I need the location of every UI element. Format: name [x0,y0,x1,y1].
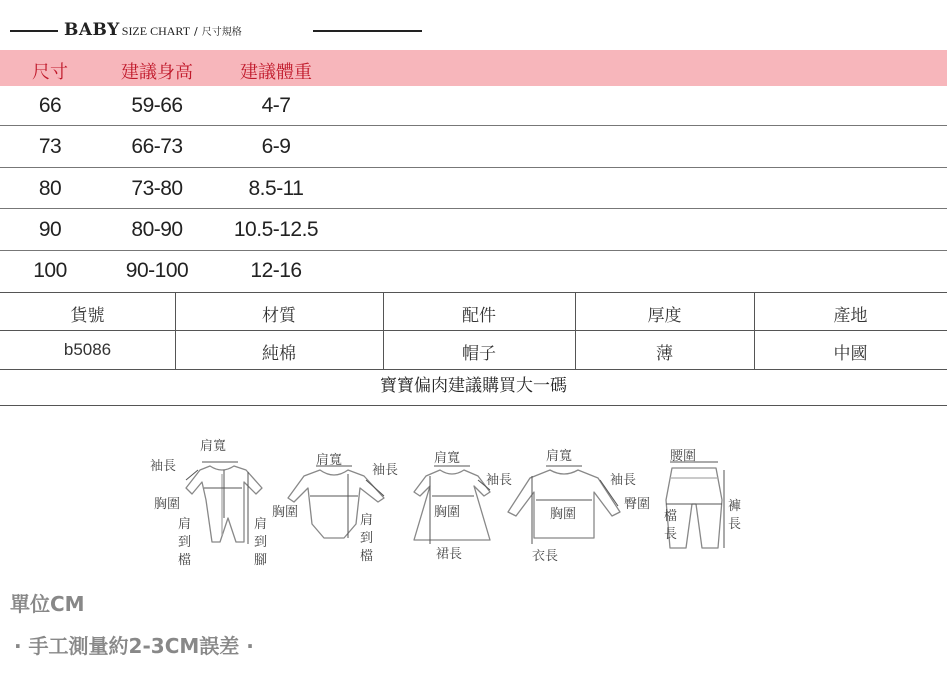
top-shoulder-label: 肩寬 [546,449,573,464]
info-header-origin: 產地 [833,306,868,326]
header-rule-right [313,30,422,32]
dress-length-label: 裙長 [436,547,463,562]
bodysuit-shoulder-label: 肩寬 [316,453,343,468]
info-header-thickness: 厚度 [647,306,682,326]
header-size: 尺寸 [32,62,68,83]
product-info-table [0,292,947,370]
info-value-material: 純棉 [262,344,296,364]
cell-size: 66 [38,94,62,117]
bodysuit-sleeve-label: 袖長 [372,463,399,478]
header-rule-left [10,30,58,32]
subtitle-label: SIZE CHART [121,24,191,38]
sizing-advice: 寶寶偏肉建議購買大一碼 [0,368,947,406]
info-value-item-no: b5086 [63,340,112,359]
cell-height: 59-66 [131,94,183,117]
pants-waist-label: 腰圍 [670,449,697,464]
info-value-accessory: 帽子 [462,344,496,364]
romper-shoulder-to-crotch-label: 肩到檔 [178,517,192,568]
cell-size: 73 [38,135,62,158]
top-sleeve-label: 袖長 [610,473,637,488]
header-separator: / [194,25,198,38]
info-value-origin: 中國 [833,344,868,364]
brand-label: BABY [64,20,120,40]
bodysuit-chest-label: 胸圍 [272,505,299,520]
romper-shoulder-to-foot-label: 肩到腳 [254,517,268,568]
cell-weight: 8.5-11 [248,177,304,200]
header-weight: 建議體重 [240,62,312,83]
cell-height: 73-80 [131,177,183,200]
top-chest-label: 胸圍 [550,507,577,522]
dress-shoulder-label: 肩寬 [434,451,461,466]
cell-height: 90-100 [125,259,189,282]
dress-chest-label: 胸圍 [434,505,461,520]
row-divider [0,125,947,126]
row-divider [0,208,947,209]
pants-crotch-label: 檔長 [664,509,678,542]
romper-shoulder-label: 肩寬 [200,439,227,454]
measurement-diagram [140,440,750,580]
info-header-item-no: 貨號 [70,306,105,326]
cell-weight: 12-16 [250,259,302,282]
cell-weight: 6-9 [261,135,291,158]
cell-height: 66-73 [131,135,183,158]
romper-chest-label: 胸圍 [154,497,181,512]
cell-height: 80-90 [131,218,183,241]
top-length-label: 衣長 [532,549,559,564]
info-value-thickness: 薄 [656,344,673,364]
romper-sleeve-label: 袖長 [150,459,177,474]
dress-sleeve-label: 袖長 [486,473,513,488]
row-divider [0,167,947,168]
cell-weight: 4-7 [261,94,291,117]
row-divider [0,250,947,251]
pants-hip-label: 臀圍 [624,497,651,512]
cell-size: 100 [33,259,67,282]
info-table-divider [0,330,947,331]
cell-weight: 10.5-12.5 [233,218,319,241]
unit-label: 單位CM [10,592,85,616]
bodysuit-shoulder-to-crotch-label: 肩到檔 [360,513,374,564]
cell-size: 90 [38,218,62,241]
cell-size: 80 [38,177,62,200]
info-header-material: 材質 [262,306,296,326]
header-title [64,20,242,40]
info-header-accessory: 配件 [462,306,496,326]
top-outline [508,470,620,538]
measurement-error-note: · 手工測量約2-3CM誤差 · [14,634,254,658]
chinese-title: 尺寸規格 [201,27,242,38]
header-height: 建議身高 [121,62,193,83]
pants-length-label: 褲長 [728,499,742,532]
size-chart-header [10,20,415,42]
